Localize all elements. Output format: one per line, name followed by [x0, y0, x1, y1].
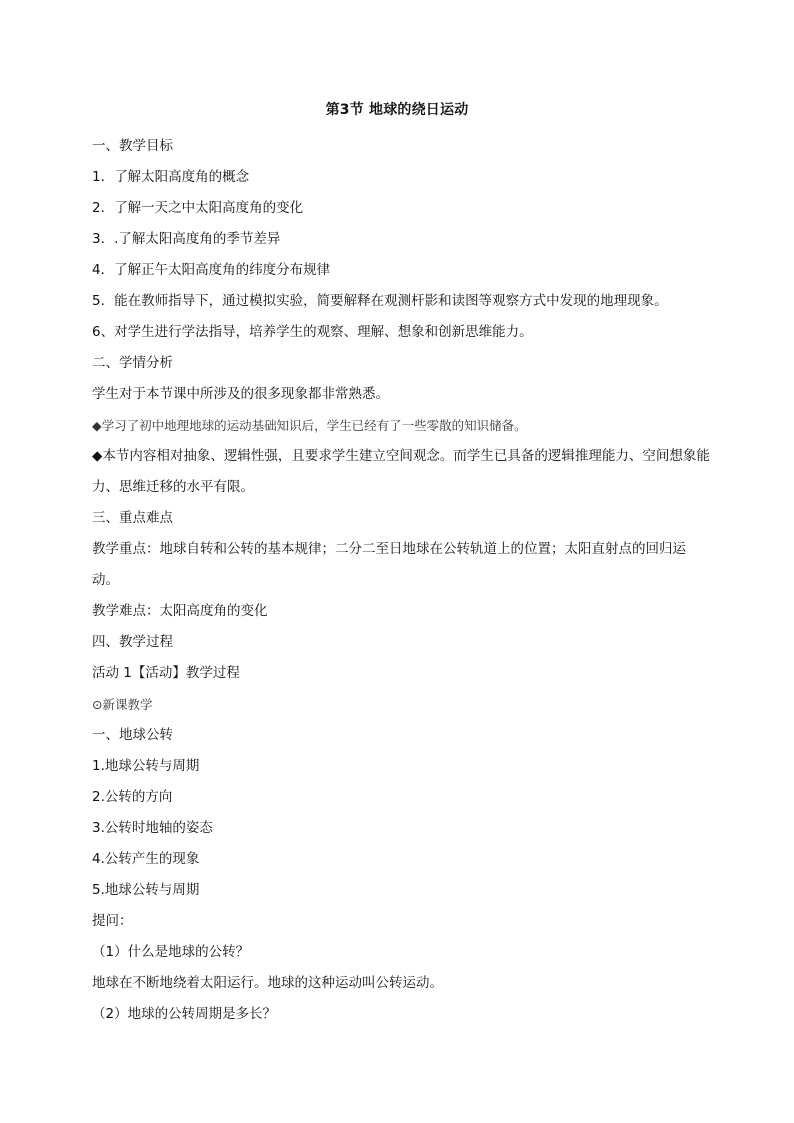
objective-item: 2．了解一天之中太阳高度角的变化	[92, 200, 304, 216]
list-item: 4.公转产生的现象	[92, 851, 200, 867]
activity-heading: 活动 1【活动】教学过程	[92, 665, 240, 681]
paragraph: 教学重点：地球自转和公转的基本规律；二分二至日地球在公转轨道上的位置；太阳直射点的回归运动。	[92, 541, 686, 588]
section-heading-process: 四、教学过程	[92, 634, 173, 650]
section-heading-analysis: 二、学情分析	[92, 355, 173, 371]
objective-item: 4．了解正午太阳高度角的纬度分布规律	[92, 262, 331, 278]
subheading: ⊙新课教学	[92, 697, 153, 712]
answer: 地球在不断地绕着太阳运行。地球的这种运动叫公转运动。	[92, 975, 443, 991]
subheading: 一、地球公转	[92, 727, 173, 743]
bullet-paragraph: ◆本节内容相对抽象、逻辑性强，且要求学生建立空间观念。而学生已具备的逻辑推理能力、空间想象能力、思维迁移的水平有限。	[92, 448, 710, 495]
paragraph: 教学难点：太阳高度角的变化	[92, 603, 268, 619]
question: （1）什么是地球的公转？	[92, 944, 250, 960]
list-item: 3.公转时地轴的姿态	[92, 820, 213, 836]
paragraph: 学生对于本节课中所涉及的很多现象都非常熟悉。	[92, 386, 389, 402]
objective-item: 6、对学生进行学法指导，培养学生的观察、理解、想象和创新思维能力。	[92, 324, 533, 340]
page-title: 第3节 地球的绕日运动	[325, 102, 469, 118]
list-item: 5.地球公转与周期	[92, 882, 200, 898]
objective-item: 3．.了解太阳高度角的季节差异	[92, 231, 281, 247]
paragraph: 提问：	[92, 913, 133, 929]
objective-item: 5．能在教师指导下，通过模拟实验，简要解释在观测杆影和读图等观察方式中发现的地理现象。	[92, 293, 668, 309]
objective-item: 1．了解太阳高度角的概念	[92, 169, 250, 185]
list-item: 2.公转的方向	[92, 789, 173, 805]
question: （2）地球的公转周期是多长？	[92, 1006, 277, 1022]
section-heading-key-points: 三、重点难点	[92, 510, 173, 526]
document-body	[92, 131, 712, 1030]
bullet-paragraph: ◆学习了初中地理地球的运动基础知识后，学生已经有了一些零散的知识储备。	[92, 418, 527, 433]
list-item: 1.地球公转与周期	[92, 758, 200, 774]
section-heading-objectives: 一、教学目标	[92, 138, 173, 154]
